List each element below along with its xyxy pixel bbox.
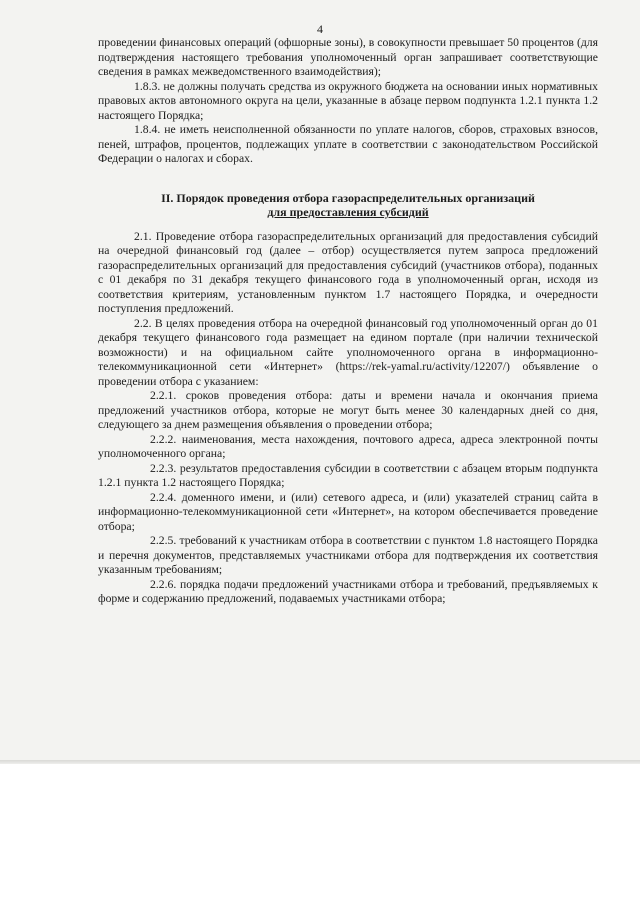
section-heading-line1: II. Порядок проведения отбора газораспределительных организаций — [161, 190, 535, 205]
paragraph-2-1: 2.1. Проведение отбора газораспределительных организаций для предоставления субсидий на очередной финансовый год (далее – отбор) осуществляется путем запроса предложений газораспределительных организаций для предоставления субсидий (участников отбора), поданных с 01 декабря по 31 декабря текущего финансового года в уполномоченный орган, исходя из соответствия критериям, установленным пунктом 1.7 настоящего Порядка, и очередности поступления предложений. — [98, 229, 598, 315]
paragraph-2-2: 2.2. В целях проведения отбора на очередной финансовый год уполномоченный орган до 01 декабря текущего финансового года размещает на едином портале (при наличии технической возможности) и на официальном сайте уполномоченного органа в информационно-телекоммуникационной сети «Интернет» (https://rek-yamal.ru/activity/12207/) объявление о проведении отбора с указанием: — [98, 316, 598, 388]
sheet-bottom-edge — [0, 760, 640, 764]
paragraph-2-2-3: 2.2.3. результатов предоставления субсидии в соответствии с абзацем вторым подпункта 1.2.1 пункта 1.2 настоящего Порядка; — [98, 461, 598, 489]
section-heading-line2: для предоставления субсидий — [267, 205, 429, 219]
page-number: 4 — [317, 22, 323, 36]
section-heading — [98, 191, 598, 220]
paragraph-2-2-5: 2.2.5. требований к участникам отбора в соответствии с пунктом 1.8 настоящего Порядка и перечня документов, представляемых участниками отбора для подтверждения их соответствия указанным требованиям; — [98, 534, 598, 576]
paragraph-1-8-4: 1.8.4. не иметь неисполненной обязанности по уплате налогов, сборов, страховых взносов, пеней, штрафов, процентов, подлежащих уплате в соответствии с законодательством Российской Федерации о налогах и сборах. — [98, 123, 598, 165]
paragraph-2-2-1: 2.2.1. сроков проведения отбора: даты и времени начала и окончания приема предложений участников отбора, которые не могут быть менее 30 календарных дней со дня, следующего за днем размещения объявления о проведении отбора; — [98, 389, 598, 431]
paragraph-2-2-6: 2.2.6. порядка подачи предложений участниками отбора и требований, предъявляемых к форме и содержанию предложений, подаваемых участниками отбора; — [98, 577, 598, 605]
paragraph-2-2-4: 2.2.4. доменного имени, и (или) сетевого адреса, и (или) указателей страниц сайта в информационно-телекоммуникационной сети «Интернет», на котором обеспечивается проведение отбора; — [98, 490, 598, 533]
document-body — [98, 36, 598, 607]
paragraph-1-8-3: 1.8.3. не должны получать средства из окружного бюджета на основании иных нормативных правовых актов автономного округа на цели, указанные в абзаце первом подпункта 1.2.1 пункта 1.2 настоящего Порядка; — [98, 79, 598, 122]
paragraph-2-2-2: 2.2.2. наименования, места нахождения, почтового адреса, адреса электронной почты уполномоченного органа; — [98, 432, 598, 460]
paragraph-continuation: проведении финансовых операций (офшорные зоны), в совокупности превышает 50 процентов (для подтверждения настоящего требования уполномоченный орган запрашивает соответствующие сведения в рамках межведомственного взаимодействия); — [98, 36, 598, 78]
